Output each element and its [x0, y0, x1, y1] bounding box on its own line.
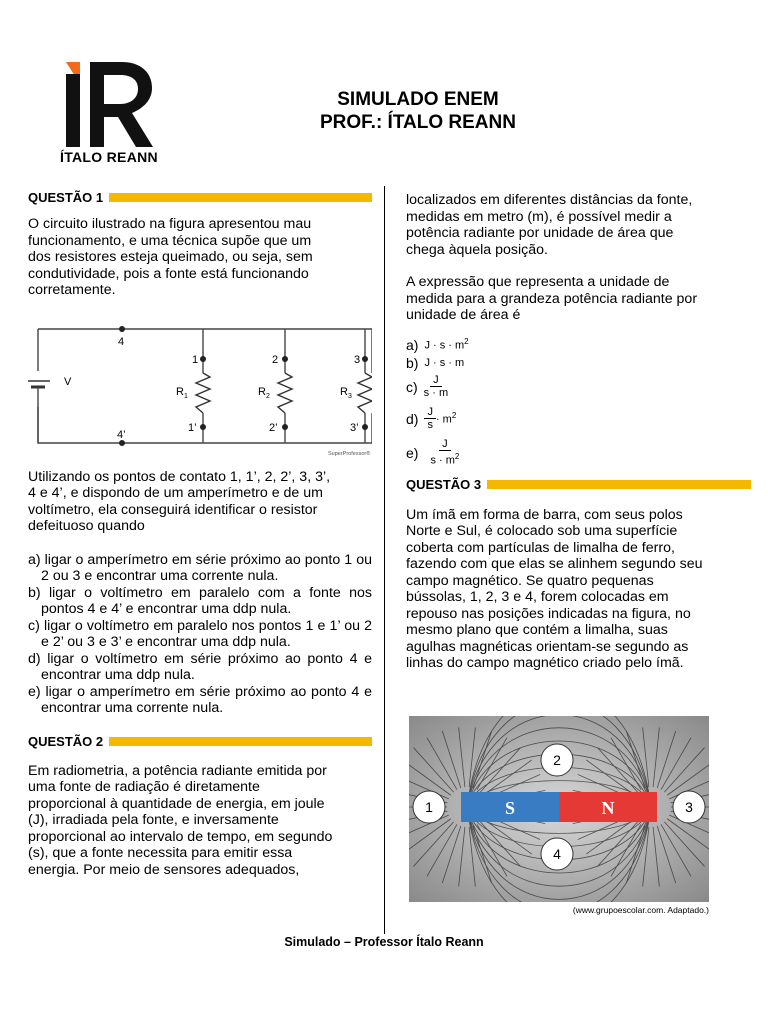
text-line: proporcional ao intervalo de tempo, em segundo — [28, 828, 333, 845]
option-b[interactable] — [406, 354, 751, 372]
heading-accent-bar — [109, 193, 372, 202]
compass-label: 1 — [425, 799, 433, 815]
denominator — [430, 451, 459, 467]
text-line: bússolas, 1, 2, 3 e 4, forem colocadas em — [406, 589, 669, 605]
question2-question — [406, 274, 751, 324]
source-label: V — [64, 375, 72, 388]
text-line: A expressão que representa a unidade de — [406, 274, 670, 290]
fraction — [430, 438, 459, 467]
right-column — [406, 192, 751, 672]
node — [362, 424, 368, 430]
branch-3 — [340, 354, 372, 434]
north-label: N — [601, 798, 615, 818]
text-line: proporcional à quantidade de energia, em joule — [28, 795, 325, 812]
node — [200, 424, 206, 430]
node — [362, 356, 368, 362]
question2-heading — [28, 734, 372, 749]
logo-text: ÍTALO REANN — [60, 149, 158, 165]
question1-heading — [28, 190, 372, 205]
magnet-field-image — [409, 716, 709, 902]
branch-2 — [258, 354, 292, 434]
node-label: 4 — [118, 335, 125, 348]
resistor-label: R — [176, 385, 184, 398]
node-label: 1’ — [188, 421, 197, 434]
branch-1 — [176, 354, 210, 434]
fraction — [424, 406, 436, 431]
resistor-subscript: 3 — [348, 392, 352, 400]
expr: J · s · m — [424, 339, 465, 352]
text-line: Utilizando os pontos de contato 1, 1’, 2, 2’, 3, 3’, — [28, 468, 331, 485]
text-line: agulhas magnéticas orientam-se segundo as — [406, 638, 689, 655]
left-column — [28, 190, 372, 878]
text-line: corretamente. — [28, 282, 116, 298]
expr: J · s · m — [424, 356, 465, 369]
circuit-diagram — [28, 323, 372, 459]
text-line: repouso nas posições indicadas na figura, no — [406, 605, 691, 622]
text-line: mesmo plano que contém a limalha, suas — [406, 622, 668, 638]
option-b[interactable]: b) ligar o voltímetro em paralelo com a fonte nos pontos 4 e 4’ e encontrar uma ddp nula. — [28, 584, 372, 617]
gap — [278, 373, 292, 413]
text-line: uma fonte de radiação é diretamente — [28, 779, 260, 795]
exponent: 2 — [464, 337, 469, 347]
magnet-figure — [409, 716, 709, 902]
denominator: s · m — [423, 387, 449, 399]
exponent: 2 — [454, 452, 460, 462]
option-e[interactable]: e) ligar o amperímetro em série próximo ao ponto 4 e encontrar uma corrente nula. — [28, 683, 372, 716]
text-line: medida para a grandeza potência radiante por — [406, 290, 698, 307]
node-label: 1 — [192, 353, 199, 366]
text-line: defeituoso quando — [28, 518, 145, 534]
question2-text-right — [406, 192, 751, 258]
question2-text-left — [28, 763, 372, 879]
question3-heading — [406, 477, 751, 492]
question3-text — [406, 507, 751, 672]
text-line: 4 e 4’, e dispondo de um amperímetro e de um — [28, 485, 323, 501]
circuit-figure — [28, 323, 372, 459]
numerator: J — [424, 406, 436, 419]
node — [282, 356, 288, 362]
title-line1: SIMULADO ENEM — [337, 89, 499, 110]
heading-accent-bar — [487, 480, 751, 489]
node-4 — [119, 326, 125, 332]
option-d[interactable] — [406, 402, 751, 436]
question2-options — [406, 336, 751, 470]
node-label: 3’ — [350, 421, 359, 434]
question1-options — [28, 552, 372, 717]
option-a[interactable]: a) ligar o amperímetro em série próximo ao ponto 1 ou 2 ou 3 e encontrar uma corrente nula. — [28, 551, 372, 584]
gap — [358, 373, 372, 413]
option-d[interactable]: d) ligar o voltímetro em série próximo ao ponto 4 e encontrar uma ddp nula. — [28, 650, 372, 683]
logo — [60, 58, 170, 168]
logo-bar — [66, 74, 80, 147]
node-label: 4’ — [117, 428, 126, 441]
option-letter: d) — [406, 410, 419, 427]
option-expression — [424, 357, 464, 369]
option-e[interactable] — [406, 436, 751, 470]
option-expression — [436, 411, 456, 426]
text-line: dos resistores esteja queimado, ou seja, sem — [28, 249, 313, 265]
node-label: 3 — [354, 353, 361, 366]
option-a[interactable] — [406, 336, 751, 354]
option-letter: a) — [406, 336, 419, 353]
figure-credit: (www.grupoescolar.com. Adaptado.) — [572, 905, 709, 915]
logo-r — [90, 62, 153, 147]
expr: · m — [435, 413, 452, 426]
heading-accent-bar — [109, 737, 372, 746]
fraction — [424, 374, 448, 399]
option-c[interactable]: c) ligar o voltímetro em paralelo nos pontos 1 e 1’ ou 2 e 2’ ou 3 e 3’ e encontrar uma ddp nula. — [28, 617, 372, 650]
node-label: 2’ — [269, 421, 278, 434]
compass-label: 2 — [553, 752, 561, 768]
question1-intro — [28, 216, 372, 299]
text-line: coberta com partículas de limalha de ferro, — [406, 539, 675, 556]
node — [200, 356, 206, 362]
question1-label: QUESTÃO 1 — [28, 190, 104, 205]
text-line: voltímetro, ela conseguirá identificar o resistor — [28, 501, 318, 518]
option-letter: b) — [406, 354, 419, 371]
option-letter: e) — [406, 444, 419, 461]
south-label: S — [504, 798, 516, 818]
text-line: unidade de área é — [406, 307, 521, 323]
resistor-label: R — [340, 385, 348, 398]
exponent: 2 — [451, 411, 457, 421]
text-line: potência radiante por unidade de área que — [406, 225, 674, 241]
text-line: campo magnético. Se quatro pequenas — [406, 572, 654, 589]
page-footer: Simulado – Professor Ítalo Reann — [284, 935, 484, 949]
resistor-subscript: 2 — [266, 392, 270, 400]
option-expression — [424, 337, 468, 352]
text-line: chega àquela posição. — [406, 241, 548, 258]
text-line: linhas do campo magnético criado pelo ímã. — [406, 655, 684, 671]
option-c[interactable] — [406, 372, 751, 402]
column-divider — [384, 186, 385, 934]
text-line: funcionamento, e uma técnica supõe que um — [28, 232, 312, 249]
circuit-credit: SuperProfessor® — [328, 450, 371, 457]
question2-label: QUESTÃO 2 — [28, 733, 104, 749]
node-label: 2 — [272, 353, 279, 366]
compass-label: 3 — [685, 799, 693, 815]
denominator-text: s · m — [430, 454, 455, 467]
option-letter: c) — [406, 378, 418, 395]
text-line: localizados em diferentes distâncias da fonte, — [406, 192, 693, 208]
question1-prompt — [28, 469, 372, 535]
text-line: Norte e Sul, é colocado sob uma superfície — [406, 523, 678, 539]
text-line: condutividade, pois a fonte está funcionando — [28, 265, 309, 282]
text-line: O circuito ilustrado na figura apresentou mau — [28, 216, 312, 232]
numerator: J — [430, 374, 442, 387]
text-line: Um ímã em forma de barra, com seus polos — [406, 506, 683, 523]
question3-label: QUESTÃO 3 — [406, 476, 482, 492]
text-line: Em radiometria, a potência radiante emitida por — [28, 762, 327, 779]
page-title — [268, 88, 568, 134]
text-line: (J), irradiada pela fonte, e inversamente — [28, 812, 279, 828]
resistor-subscript: 1 — [184, 392, 188, 400]
denominator: s — [427, 419, 433, 431]
numerator: J — [439, 438, 451, 451]
resistor-label: R — [258, 385, 266, 398]
text-line: (s), que a fonte necessita para emitir essa — [28, 845, 293, 861]
text-line: energia. Por meio de sensores adequados, — [28, 861, 300, 878]
text-line: medidas em metro (m), é possível medir a — [406, 208, 672, 225]
gap — [196, 373, 210, 413]
text-line: fazendo com que elas se alinhem segundo seu — [406, 556, 703, 572]
title-line2: PROF.: ÍTALO REANN — [320, 112, 516, 133]
source-gap — [28, 371, 50, 407]
node — [282, 424, 288, 430]
compass-label: 4 — [553, 846, 561, 862]
